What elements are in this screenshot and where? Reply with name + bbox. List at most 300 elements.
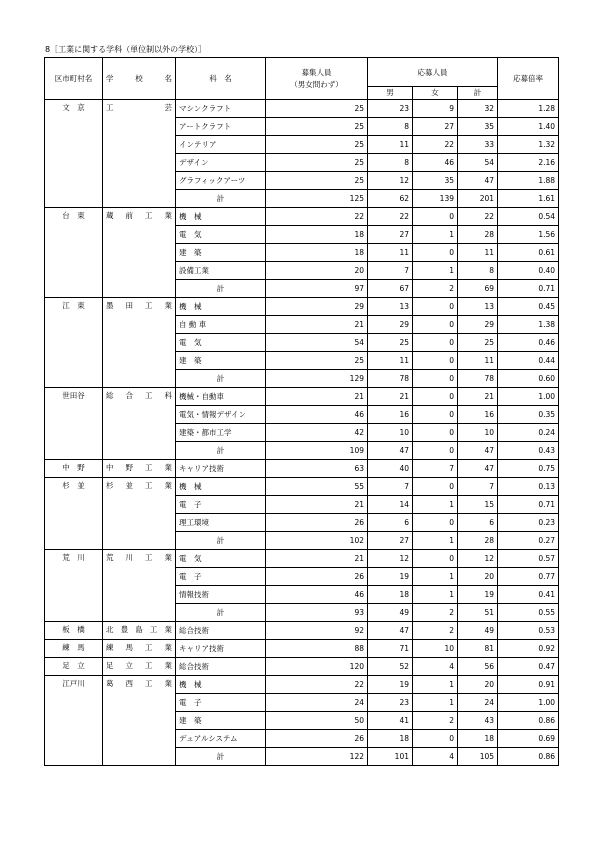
female-count: 1 (413, 694, 458, 712)
ward-cell (45, 460, 103, 478)
subtotal-ratio: 1.61 (498, 190, 559, 208)
school-name (106, 640, 172, 653)
dept-name: 電気・情報デザイン (176, 406, 266, 424)
female-count: 0 (413, 514, 458, 532)
table-row (45, 478, 559, 496)
female-count: 35 (413, 172, 458, 190)
subtotal-female: 139 (413, 190, 458, 208)
ward-cell (45, 640, 103, 658)
dept-name: 電 子 (176, 568, 266, 586)
school-name-char: 総 (106, 391, 114, 400)
dept-name: 電 子 (176, 694, 266, 712)
female-count: 0 (413, 388, 458, 406)
quota: 63 (266, 460, 368, 478)
male-count: 10 (368, 424, 413, 442)
school-cell (103, 298, 176, 388)
quota: 29 (266, 298, 368, 316)
female-count: 0 (413, 316, 458, 334)
subtotal-ratio: 0.71 (498, 280, 559, 298)
dept-name: キャリア技術 (176, 640, 266, 658)
school-name-char: 墨 (106, 301, 114, 310)
female-count: 1 (413, 496, 458, 514)
female-count: 1 (413, 676, 458, 694)
school-name-char: 科 (164, 391, 172, 400)
quota: 54 (266, 334, 368, 352)
table-row (45, 676, 559, 694)
quota: 22 (266, 676, 368, 694)
header-sum: 計 (458, 87, 498, 100)
ratio: 0.71 (498, 496, 559, 514)
subtotal-label: 計 (176, 604, 266, 622)
header-school-char: 学 (106, 74, 114, 83)
school-name-char: 工 (145, 463, 153, 472)
ratio: 0.61 (498, 244, 559, 262)
male-count: 40 (368, 460, 413, 478)
dept-name: 建 築 (176, 352, 266, 370)
quota: 21 (266, 316, 368, 334)
female-count: 0 (413, 550, 458, 568)
quota: 25 (266, 172, 368, 190)
school-name-char: 工 (145, 211, 153, 220)
applicant-total: 8 (458, 262, 498, 280)
male-count: 14 (368, 496, 413, 514)
male-count: 22 (368, 208, 413, 226)
school-name-char: 馬 (125, 643, 133, 652)
applicant-total: 33 (458, 136, 498, 154)
school-name (106, 550, 172, 563)
header-male: 男 (368, 87, 413, 100)
header-ward: 区市町村名 (45, 58, 103, 100)
school-name-char: 工 (145, 679, 153, 688)
ward-name: 板 橋 (62, 625, 85, 634)
ratio: 0.46 (498, 334, 559, 352)
subtotal-label: 計 (176, 532, 266, 550)
quota: 18 (266, 244, 368, 262)
applicant-total: 54 (458, 154, 498, 172)
quota: 21 (266, 388, 368, 406)
school-name-char: 業 (164, 679, 172, 688)
school-cell (103, 640, 176, 658)
quota: 92 (266, 622, 368, 640)
school-name-char: 豊 (120, 625, 129, 634)
ratio: 1.00 (498, 694, 559, 712)
applicant-total: 15 (458, 496, 498, 514)
subtotal-applicants: 51 (458, 604, 498, 622)
subtotal-quota: 109 (266, 442, 368, 460)
dept-name: 建築・都市工学 (176, 424, 266, 442)
applicant-total: 13 (458, 298, 498, 316)
subtotal-male: 47 (368, 442, 413, 460)
female-count: 0 (413, 406, 458, 424)
dept-name: 総合技術 (176, 658, 266, 676)
ward-name: 足 立 (62, 661, 85, 670)
female-count: 7 (413, 460, 458, 478)
ratio: 0.35 (498, 406, 559, 424)
male-count: 12 (368, 550, 413, 568)
school-name-char: 業 (164, 481, 172, 490)
quota: 26 (266, 568, 368, 586)
school-name (106, 208, 172, 221)
table-row (45, 208, 559, 226)
ratio: 0.57 (498, 550, 559, 568)
ratio: 0.86 (498, 712, 559, 730)
ratio: 1.88 (498, 172, 559, 190)
female-count: 46 (413, 154, 458, 172)
table-row (45, 640, 559, 658)
quota: 25 (266, 100, 368, 118)
school-name-char: 並 (125, 481, 133, 490)
quota: 26 (266, 514, 368, 532)
male-count: 25 (368, 334, 413, 352)
ratio: 0.53 (498, 622, 559, 640)
subtotal-male: 49 (368, 604, 413, 622)
dept-name: キャリア技術 (176, 460, 266, 478)
quota: 22 (266, 208, 368, 226)
dept-name: 建 築 (176, 244, 266, 262)
applicant-total: 47 (458, 172, 498, 190)
dept-name: マシンクラフト (176, 100, 266, 118)
female-count: 4 (413, 658, 458, 676)
subtotal-quota: 122 (266, 748, 368, 766)
ward-name: 中 野 (62, 463, 85, 472)
school-name-char: 工 (149, 625, 158, 634)
school-name-char: 前 (125, 211, 133, 220)
ratio: 0.77 (498, 568, 559, 586)
dept-name: 電 気 (176, 334, 266, 352)
ratio: 0.69 (498, 730, 559, 748)
school-name (106, 658, 172, 671)
applicant-total: 20 (458, 568, 498, 586)
school-cell (103, 460, 176, 478)
subtotal-female: 2 (413, 280, 458, 298)
applicant-total: 81 (458, 640, 498, 658)
subtotal-quota: 102 (266, 532, 368, 550)
school-name-char: 工 (145, 391, 153, 400)
applicant-total: 24 (458, 694, 498, 712)
male-count: 6 (368, 514, 413, 532)
school-name-char: 田 (125, 301, 133, 310)
subtotal-applicants: 47 (458, 442, 498, 460)
male-count: 23 (368, 694, 413, 712)
school-name-char: 杉 (106, 481, 114, 490)
ward-cell (45, 676, 103, 766)
header-dept: 科 名 (176, 58, 266, 100)
school-name-char: 中 (106, 463, 114, 472)
subtotal-male: 62 (368, 190, 413, 208)
ratio: 1.00 (498, 388, 559, 406)
applicant-total: 29 (458, 316, 498, 334)
subtotal-applicants: 78 (458, 370, 498, 388)
quota: 120 (266, 658, 368, 676)
male-count: 12 (368, 172, 413, 190)
female-count: 27 (413, 118, 458, 136)
female-count: 1 (413, 568, 458, 586)
school-name (106, 298, 172, 311)
school-name-char: 荒 (106, 553, 114, 562)
school-name-char: 葛 (106, 679, 114, 688)
school-name-char: 工 (145, 643, 153, 652)
subtotal-ratio: 0.27 (498, 532, 559, 550)
male-count: 7 (368, 262, 413, 280)
quota: 25 (266, 118, 368, 136)
table-row (45, 100, 559, 118)
ward-cell (45, 622, 103, 640)
ratio: 0.23 (498, 514, 559, 532)
applicant-total: 49 (458, 622, 498, 640)
table-row (45, 658, 559, 676)
school-name-char: 蔵 (106, 211, 114, 220)
ratio: 1.28 (498, 100, 559, 118)
school-cell (103, 550, 176, 622)
ward-name: 杉 並 (62, 481, 85, 490)
header-applicants: 応募人員 (368, 58, 498, 87)
dept-name: 機 械 (176, 208, 266, 226)
dept-name: 機 械 (176, 478, 266, 496)
subtotal-male: 101 (368, 748, 413, 766)
school-name-char: 業 (164, 463, 172, 472)
header-ratio: 応募倍率 (498, 58, 559, 100)
quota: 20 (266, 262, 368, 280)
school-name (106, 100, 172, 113)
ratio: 0.13 (498, 478, 559, 496)
subtotal-quota: 129 (266, 370, 368, 388)
subtotal-quota: 93 (266, 604, 368, 622)
applicant-total: 22 (458, 208, 498, 226)
applicant-total: 12 (458, 550, 498, 568)
dept-name: デザイン (176, 154, 266, 172)
applicant-table (44, 57, 559, 766)
female-count: 1 (413, 226, 458, 244)
ward-name: 荒 川 (62, 553, 85, 562)
subtotal-quota: 125 (266, 190, 368, 208)
subtotal-ratio: 0.55 (498, 604, 559, 622)
school-name-char: 合 (125, 391, 133, 400)
female-count: 1 (413, 262, 458, 280)
quota: 42 (266, 424, 368, 442)
female-count: 0 (413, 730, 458, 748)
quota: 50 (266, 712, 368, 730)
applicant-total: 43 (458, 712, 498, 730)
applicant-total: 28 (458, 226, 498, 244)
subtotal-ratio: 0.60 (498, 370, 559, 388)
female-count: 2 (413, 712, 458, 730)
male-count: 18 (368, 730, 413, 748)
ratio: 1.32 (498, 136, 559, 154)
school-name-char: 川 (125, 553, 133, 562)
dept-name: 自 動 車 (176, 316, 266, 334)
applicant-total: 21 (458, 388, 498, 406)
subtotal-female: 0 (413, 442, 458, 460)
male-count: 19 (368, 568, 413, 586)
ward-cell (45, 550, 103, 622)
subtotal-applicants: 105 (458, 748, 498, 766)
table-row (45, 388, 559, 406)
applicant-total: 32 (458, 100, 498, 118)
dept-name: 総合技術 (176, 622, 266, 640)
dept-name: 理工環境 (176, 514, 266, 532)
school-name-char: 工 (145, 481, 153, 490)
dept-name: デュアルシステム (176, 730, 266, 748)
female-count: 0 (413, 424, 458, 442)
school-name-char: 業 (164, 211, 172, 220)
subtotal-female: 4 (413, 748, 458, 766)
dept-name: 機械・自動車 (176, 388, 266, 406)
ratio: 0.47 (498, 658, 559, 676)
subtotal-quota: 97 (266, 280, 368, 298)
applicant-total: 35 (458, 118, 498, 136)
quota: 21 (266, 550, 368, 568)
applicant-total: 16 (458, 406, 498, 424)
quota: 18 (266, 226, 368, 244)
school-name-char: 島 (135, 625, 143, 634)
female-count: 1 (413, 586, 458, 604)
female-count: 0 (413, 208, 458, 226)
ward-cell (45, 208, 103, 298)
male-count: 47 (368, 622, 413, 640)
quota: 25 (266, 352, 368, 370)
school-cell (103, 622, 176, 640)
ratio: 0.40 (498, 262, 559, 280)
school-name-char: 北 (106, 625, 114, 634)
male-count: 29 (368, 316, 413, 334)
male-count: 11 (368, 352, 413, 370)
male-count: 71 (368, 640, 413, 658)
male-count: 16 (368, 406, 413, 424)
quota: 21 (266, 496, 368, 514)
school-name-char: 立 (125, 661, 133, 670)
ratio: 0.91 (498, 676, 559, 694)
subtotal-ratio: 0.43 (498, 442, 559, 460)
male-count: 52 (368, 658, 413, 676)
ratio: 0.41 (498, 586, 559, 604)
applicant-total: 7 (458, 478, 498, 496)
male-count: 11 (368, 136, 413, 154)
school-name-char: 業 (164, 661, 172, 670)
male-count: 11 (368, 244, 413, 262)
dept-name: 情報技術 (176, 586, 266, 604)
male-count: 13 (368, 298, 413, 316)
ward-name: 世田谷 (62, 391, 85, 400)
table-row (45, 622, 559, 640)
subtotal-female: 1 (413, 532, 458, 550)
female-count: 0 (413, 298, 458, 316)
quota: 25 (266, 154, 368, 172)
table-row (45, 550, 559, 568)
dept-name: 建 築 (176, 712, 266, 730)
subtotal-male: 67 (368, 280, 413, 298)
female-count: 22 (413, 136, 458, 154)
quota: 46 (266, 406, 368, 424)
ratio: 0.44 (498, 352, 559, 370)
school-name-char: 野 (125, 463, 133, 472)
header-school (103, 58, 176, 100)
school-name (106, 676, 172, 689)
applicant-total: 19 (458, 586, 498, 604)
subtotal-label: 計 (176, 442, 266, 460)
subtotal-ratio: 0.86 (498, 748, 559, 766)
female-count: 0 (413, 478, 458, 496)
subtotal-applicants: 69 (458, 280, 498, 298)
ward-name: 台 東 (62, 211, 85, 220)
school-name-char: 工 (145, 553, 153, 562)
header-school-char: 校 (135, 74, 143, 83)
school-name (106, 460, 172, 473)
male-count: 8 (368, 118, 413, 136)
dept-name: 機 械 (176, 298, 266, 316)
header-quota-line2: （男女問わず） (290, 79, 343, 89)
subtotal-applicants: 201 (458, 190, 498, 208)
applicant-total: 20 (458, 676, 498, 694)
school-name-char: 業 (164, 301, 172, 310)
subtotal-label: 計 (176, 190, 266, 208)
school-name (106, 478, 172, 491)
school-name-char: 練 (106, 643, 114, 652)
quota: 24 (266, 694, 368, 712)
header-quota-line1: 募集人員 (301, 67, 332, 77)
ward-cell (45, 298, 103, 388)
ratio: 1.56 (498, 226, 559, 244)
subtotal-female: 0 (413, 370, 458, 388)
male-count: 41 (368, 712, 413, 730)
dept-name: 電 子 (176, 496, 266, 514)
applicant-total: 6 (458, 514, 498, 532)
header-school-char: 名 (164, 74, 172, 83)
male-count: 7 (368, 478, 413, 496)
applicant-total: 56 (458, 658, 498, 676)
quota: 46 (266, 586, 368, 604)
table-row (45, 298, 559, 316)
school-name (106, 622, 172, 635)
school-cell (103, 388, 176, 460)
quota: 55 (266, 478, 368, 496)
female-count: 0 (413, 352, 458, 370)
ratio: 0.24 (498, 424, 559, 442)
ward-name: 文 京 (62, 103, 85, 112)
subtotal-label: 計 (176, 370, 266, 388)
ratio: 2.16 (498, 154, 559, 172)
ratio: 0.75 (498, 460, 559, 478)
ward-cell (45, 388, 103, 460)
school-name-char: 工 (106, 103, 114, 112)
male-count: 8 (368, 154, 413, 172)
school-cell (103, 658, 176, 676)
ratio: 0.92 (498, 640, 559, 658)
table-row (45, 460, 559, 478)
school-cell (103, 676, 176, 766)
ward-name: 江 東 (62, 301, 85, 310)
dept-name: 電 気 (176, 550, 266, 568)
quota: 25 (266, 136, 368, 154)
ratio: 0.45 (498, 298, 559, 316)
header-female: 女 (413, 87, 458, 100)
applicant-total: 47 (458, 460, 498, 478)
school-name (106, 388, 172, 401)
school-name-char: 芸 (164, 103, 172, 112)
ratio: 1.40 (498, 118, 559, 136)
dept-name: グラフィックアーツ (176, 172, 266, 190)
school-name-char: 業 (164, 643, 172, 652)
male-count: 21 (368, 388, 413, 406)
dept-name: インテリア (176, 136, 266, 154)
female-count: 0 (413, 334, 458, 352)
female-count: 0 (413, 244, 458, 262)
female-count: 9 (413, 100, 458, 118)
dept-name: 電 気 (176, 226, 266, 244)
quota: 26 (266, 730, 368, 748)
female-count: 10 (413, 640, 458, 658)
applicant-total: 11 (458, 352, 498, 370)
applicant-total: 25 (458, 334, 498, 352)
